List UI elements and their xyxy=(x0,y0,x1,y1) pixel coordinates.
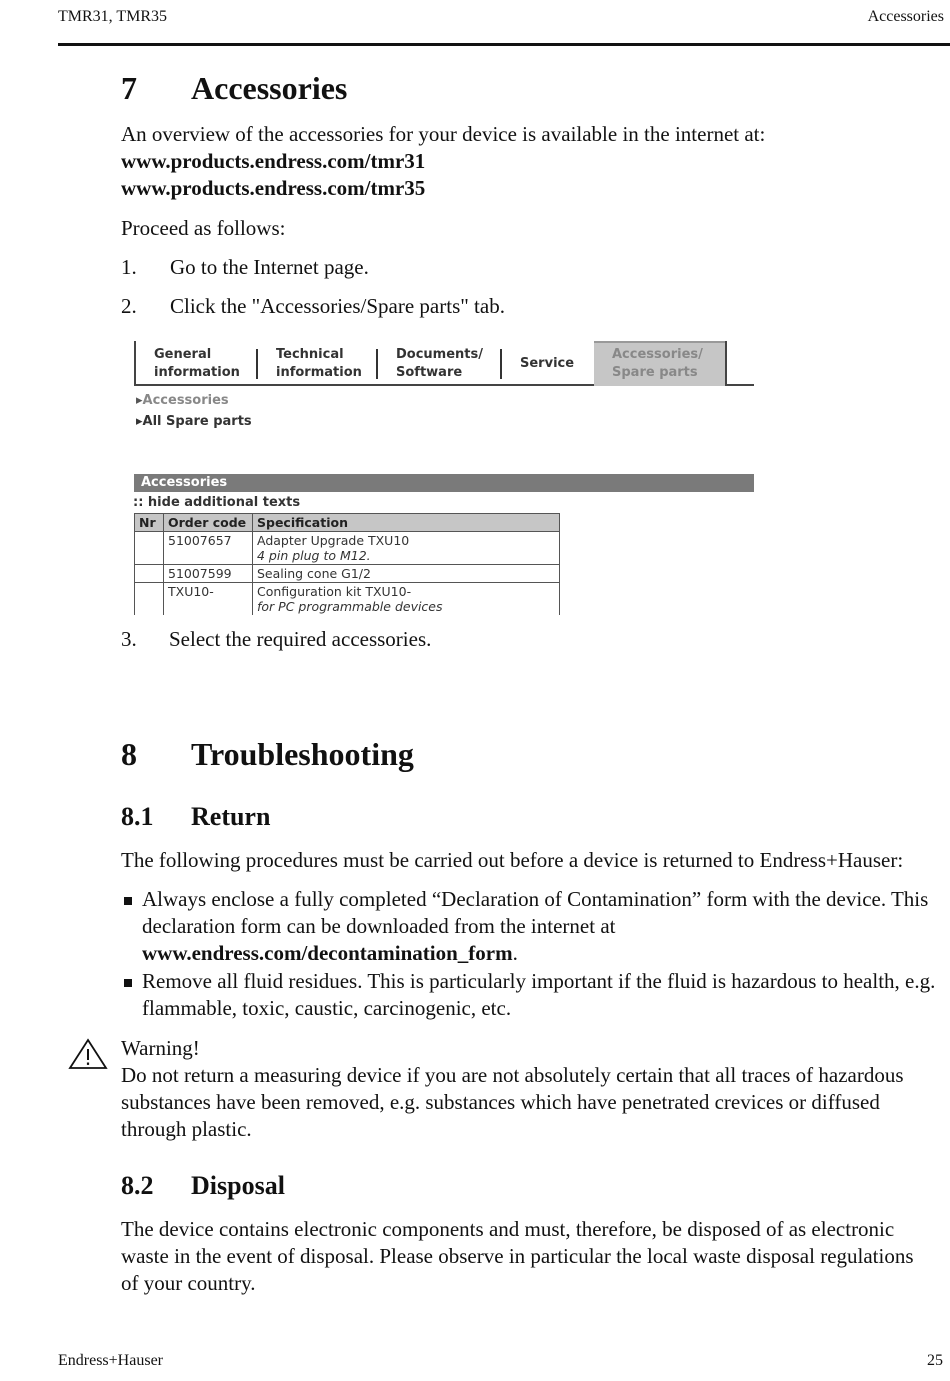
tab-divider xyxy=(256,349,258,379)
link-label: All Spare parts xyxy=(142,414,252,429)
section-8-heading xyxy=(121,736,621,776)
accessories-table xyxy=(134,513,560,615)
header-section-name: Accessories xyxy=(867,8,944,25)
section-8-2-number: 8.2 xyxy=(121,1171,154,1200)
tab-general-information[interactable] xyxy=(154,346,240,389)
spec-text: Adapter Upgrade TXU10 xyxy=(257,533,410,548)
warning-line-1: Do not return a measuring device if you are not absolutely certain that all traces of hazardous xyxy=(121,1063,904,1087)
accessories-table-viewport xyxy=(134,513,564,615)
tab-label: Documents/ xyxy=(396,347,484,362)
header-doc-title: TMR31, TMR35 xyxy=(58,8,168,25)
url-tmr31[interactable]: www.products.endress.com/tmr31 xyxy=(121,149,426,173)
tab-service[interactable] xyxy=(520,355,574,398)
table-row[interactable] xyxy=(135,565,560,583)
accessories-bar-title: Accessories xyxy=(141,475,228,490)
cell-specification xyxy=(253,565,560,583)
tab-technical-information[interactable] xyxy=(276,346,362,389)
cell-specification xyxy=(253,583,560,616)
disposal-line-3: of your country. xyxy=(121,1271,256,1295)
tab-documents-software[interactable] xyxy=(396,346,483,389)
decontamination-form-url[interactable]: www.endress.com/decontamination_form xyxy=(142,941,513,965)
period: . xyxy=(512,941,518,965)
triangle-right-icon: ▸ xyxy=(136,393,143,408)
hide-texts-link[interactable]: :: hide additional texts xyxy=(133,495,301,510)
bullet-icon xyxy=(124,979,132,987)
footer-company: Endress+Hauser xyxy=(58,1352,163,1369)
header-rule xyxy=(58,43,950,46)
table-header-row xyxy=(135,514,560,532)
return-intro: The following procedures must be carried out before a device is returned to Endress+Hauser: xyxy=(121,848,904,872)
step-1-number: 1. xyxy=(121,255,137,279)
triangle-right-icon: ▸ xyxy=(136,414,143,429)
tab-label: Accessories/ xyxy=(612,347,703,362)
disposal-line-1: The device contains electronic components and must, therefore, be disposed of as electronic xyxy=(121,1217,895,1241)
step-2-text: Click the "Accessories/Spare parts" tab. xyxy=(170,294,505,318)
section-8-number: 8 xyxy=(121,736,137,772)
tab-divider xyxy=(500,349,502,379)
section-8-2-heading xyxy=(121,1171,521,1203)
proceed-text: Proceed as follows: xyxy=(121,216,286,240)
cell-order-code: 51007657 xyxy=(164,532,253,565)
tab-label: Technical xyxy=(276,347,344,362)
url-tmr35[interactable]: www.products.endress.com/tmr35 xyxy=(121,176,426,200)
spec-subtext: 4 pin plug to M12. xyxy=(257,548,371,563)
link-label: Accessories xyxy=(142,393,229,408)
step-3-text: Select the required accessories. xyxy=(169,627,432,651)
tab-label: information xyxy=(276,365,362,380)
tab-label: Service xyxy=(520,356,575,371)
warning-line-2: substances have been removed, e.g. substances which have penetrated crevices or diffused xyxy=(121,1090,880,1114)
section-7-number: 7 xyxy=(121,70,137,106)
cell-specification xyxy=(253,532,560,565)
cell-order-code: 51007599 xyxy=(164,565,253,583)
tab-accessories-spare-parts[interactable] xyxy=(594,341,725,386)
accessories-bar xyxy=(134,474,754,492)
tab-bar xyxy=(134,341,754,386)
spec-text: Sealing cone G1/2 xyxy=(257,566,371,581)
cell-nr xyxy=(135,532,164,565)
warning-line-3: through plastic. xyxy=(121,1117,252,1141)
bullet-1-line-2: declaration form can be downloaded from the internet at xyxy=(142,914,616,938)
section-7-title: Accessories xyxy=(191,70,348,106)
step-3-number: 3. xyxy=(121,627,137,651)
link-all-spare-parts[interactable] xyxy=(136,414,252,429)
tab-label: Software xyxy=(396,365,463,380)
tab-label: information xyxy=(154,365,240,380)
tab-bar-left-edge xyxy=(134,341,136,384)
col-specification: Specification xyxy=(253,514,560,532)
bullet-2-line-1: Remove all fluid residues. This is particularly important if the fluid is hazardous to health, e.g. xyxy=(142,969,936,993)
section-8-2-title: Disposal xyxy=(191,1171,285,1200)
bullet-1-line-3 xyxy=(142,940,518,967)
warning-title: Warning! xyxy=(121,1036,200,1060)
step-2 xyxy=(121,293,505,320)
table-row[interactable] xyxy=(135,583,560,616)
col-order-code: Order code xyxy=(164,514,253,532)
section-8-1-number: 8.1 xyxy=(121,802,154,831)
section-8-1-title: Return xyxy=(191,802,271,831)
section-8-1-heading xyxy=(121,802,521,834)
tab-bar-right-edge xyxy=(725,341,727,384)
spec-text: Configuration kit TXU10- xyxy=(257,584,412,599)
cell-order-code: TXU10- xyxy=(164,583,253,616)
spec-subtext: for PC programmable devices xyxy=(257,599,443,614)
cell-nr xyxy=(135,583,164,616)
section-7-heading xyxy=(121,70,621,110)
cell-nr xyxy=(135,565,164,583)
section-7-intro: An overview of the accessories for your device is available in the internet at: xyxy=(121,122,766,146)
tab-label: Spare parts xyxy=(612,365,698,380)
footer-page-number: 25 xyxy=(927,1352,943,1369)
step-1 xyxy=(121,254,369,281)
bullet-icon xyxy=(124,897,132,905)
step-3 xyxy=(121,626,432,653)
tab-label: General xyxy=(154,347,212,362)
link-accessories[interactable] xyxy=(136,393,229,408)
col-nr: Nr xyxy=(135,514,164,532)
step-2-number: 2. xyxy=(121,294,137,318)
section-8-title: Troubleshooting xyxy=(191,736,414,772)
tab-divider xyxy=(376,349,378,379)
bullet-2-line-2: flammable, toxic, caustic, carcinogenic, etc. xyxy=(142,996,512,1020)
disposal-line-2: waste in the event of disposal. Please observe in particular the local waste disposal regulations xyxy=(121,1244,914,1268)
step-1-text: Go to the Internet page. xyxy=(170,255,369,279)
warning-icon xyxy=(68,1038,108,1070)
bullet-1-line-1: Always enclose a fully completed “Declaration of Contamination” form with the device. This xyxy=(142,887,929,911)
table-row[interactable] xyxy=(135,532,560,565)
